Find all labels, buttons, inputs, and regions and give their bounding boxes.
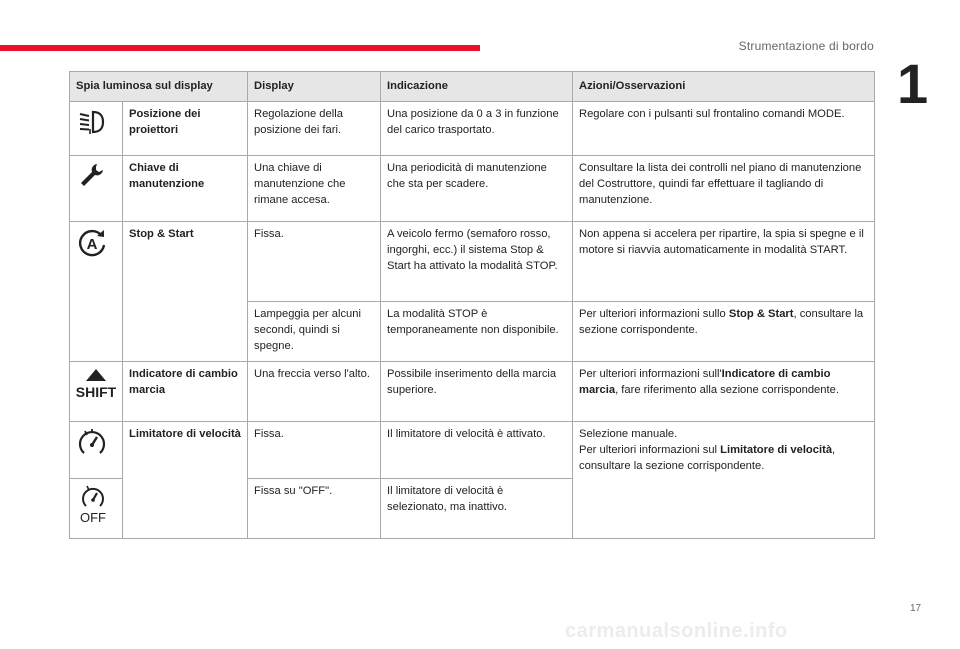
warning-lamps-table	[69, 71, 875, 539]
display-cell: Una freccia verso l'alto.	[248, 361, 381, 421]
indication-cell: Una posizione da 0 a 3 in funzione del carico trasportato.	[381, 102, 573, 156]
table-row	[70, 421, 875, 478]
display-cell: Fissa.	[248, 421, 381, 478]
action-cell: Per ulteriori informazioni sullo Stop & Start, consultare la sezione corrispondente.	[573, 302, 875, 362]
col-header-warning-lamp: Spia luminosa sul display	[70, 72, 248, 102]
indication-cell: Il limitatore di velocità è attivato.	[381, 421, 573, 478]
speed-limiter-icon	[76, 427, 108, 459]
watermark-text: carmanualsonline.info	[565, 620, 788, 642]
indication-cell: A veicolo fermo (semaforo rosso, ingorghi, ecc.) il sistema Stop & Start ha attivato la modalità STOP.	[381, 222, 573, 302]
lamp-name: Stop & Start	[123, 222, 248, 302]
action-cell: Consultare la lista dei controlli nel piano di manutenzione del Costruttore, quindi far effettuare il tagliando di manutenzione.	[573, 156, 875, 222]
table-row	[70, 102, 875, 156]
table-header-row	[70, 72, 875, 102]
lamp-name: Indicatore di cambio marcia	[123, 361, 248, 421]
page-number: 17	[910, 603, 922, 614]
table-row	[70, 361, 875, 421]
table-row	[70, 156, 875, 222]
indication-cell: Possibile inserimento della marcia superiore.	[381, 361, 573, 421]
display-cell: Regolazione della posizione dei fari.	[248, 102, 381, 156]
action-cell: Non appena si accelera per ripartire, la spia si spegne e il motore si riavvia automaticamente in modalità START.	[573, 222, 875, 302]
display-cell: Lampeggia per alcuni secondi, quindi si spegne.	[248, 302, 381, 362]
stop-start-icon-letter: A	[86, 236, 98, 253]
display-cell: Una chiave di manutenzione che rimane accesa.	[248, 156, 381, 222]
wrench-icon	[76, 161, 106, 191]
indication-cell: Il limitatore di velocità è selezionato, ma inattivo.	[381, 478, 573, 538]
header-accent-bar	[0, 45, 480, 51]
indication-cell: Una periodicità di manutenzione che sta per scadere.	[381, 156, 573, 222]
action-cell: Per ulteriori informazioni sull'Indicatore di cambio marcia, fare riferimento alla sezione corrispondente.	[573, 361, 875, 421]
chapter-number: 1	[897, 52, 929, 115]
headlamp-leveling-icon	[76, 107, 106, 137]
col-header-display: Display	[248, 72, 381, 102]
shift-icon-label: SHIFT	[76, 383, 116, 400]
limiter-off-icon-label: OFF	[80, 509, 106, 524]
action-cell: Selezione manuale. Per ulteriori informazioni sul Limitatore di velocità, consultare la sezione corrispondente.	[573, 421, 875, 538]
col-header-indication: Indicazione	[381, 72, 573, 102]
lamp-name: Posizione dei proiettori	[123, 102, 248, 156]
speed-limiter-off-icon	[76, 484, 110, 524]
table-row	[70, 222, 875, 302]
col-header-actions: Azioni/Osservazioni	[573, 72, 875, 102]
indication-cell: La modalità STOP è temporaneamente non disponibile.	[381, 302, 573, 362]
stop-start-icon	[76, 227, 108, 259]
action-cell: Regolare con i pulsanti sul frontalino comandi MODE.	[573, 102, 875, 156]
section-title: Strumentazione di bordo	[738, 39, 874, 53]
display-cell: Fissa.	[248, 222, 381, 302]
display-cell: Fissa su "OFF".	[248, 478, 381, 538]
lamp-name: Limitatore di velocità	[123, 421, 248, 478]
gear-shift-indicator-icon	[76, 367, 116, 401]
table-row	[70, 302, 875, 362]
lamp-name: Chiave di manutenzione	[123, 156, 248, 222]
